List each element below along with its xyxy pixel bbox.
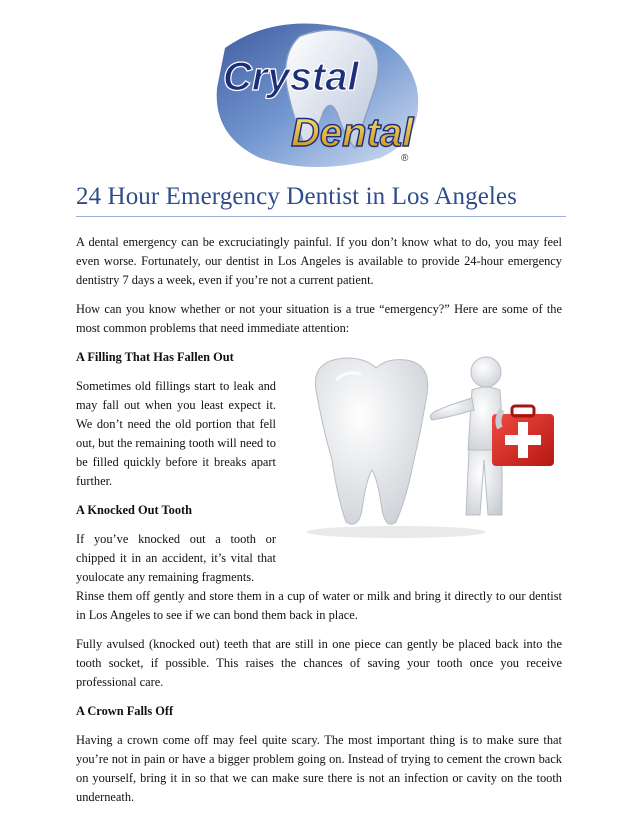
title-divider [76,216,566,217]
logo-word-crystal: Crystal [223,55,359,99]
filling-paragraph: Sometimes old fillings start to leak and may fall out when you least expect it. We don’t need the old portion that fell out, but the remaining tooth will need to be filled quickly before it breaks apart further. [76,379,276,488]
intro-paragraph-1: A dental emergency can be excruciatingly painful. If you don’t know what to do, you may feel even worse. Fortunately, our dentist in Los Angeles is available to provide 24-hour emergency dentistry 7 days a week, even if you’re not a current patient. [76,235,562,287]
intro-paragraph-2: How can you know whether or not your situation is a true “emergency?” Here are some of the most common problems that need immediate attention: [76,302,562,335]
heading-filling: A Filling That Has Fallen Out [76,350,234,364]
page-title: 24 Hour Emergency Dentist in Los Angeles [76,183,517,210]
article-body [76,233,562,817]
knocked-out-paragraph-full: Rinse them off gently and store them in a cup of water or milk and bring it directly to our dentist in Los Angeles to see if we can bond them back in place. [76,589,562,622]
heading-knocked-out: A Knocked Out Tooth [76,503,193,517]
crystal-dental-logo [205,18,435,170]
avulsed-paragraph: Fully avulsed (knocked out) teeth that are still in one piece can gently be placed back into the tooth socket, if possible. This raises the chances of saving your tooth once you receive professional care. [76,637,562,689]
crown-paragraph: Having a crown come off may feel quite scary. The most important thing is to make sure that you’re not in pain or have a bigger problem going on. Instead of trying to cement the crown back on yourself, bring it in so that we can make sure there is not an infection or cavity on the tooth underneath. [76,733,562,804]
registered-mark: ® [401,153,409,164]
logo-word-dental: Dental [291,111,414,155]
knocked-out-paragraph-wrapped: If you’ve knocked out a tooth or chipped it in an accident, it’s vital that youlocate any remaining fragments. [76,532,276,584]
heading-crown: A Crown Falls Off [76,704,174,718]
